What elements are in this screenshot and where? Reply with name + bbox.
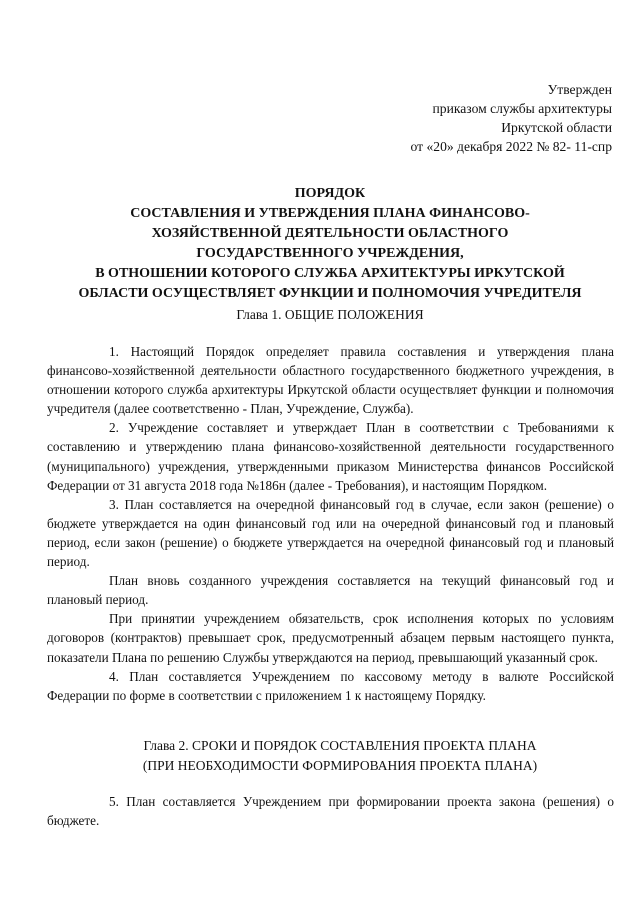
title-line-3: ХОЗЯЙСТВЕННОЙ ДЕЯТЕЛЬНОСТИ ОБЛАСТНОГО [151,226,509,241]
document-title [40,184,620,304]
paragraph: 3. План составляется на очередной финансовый год в случае, если закон (решение) о бюджете утверждается на один финансовый год или на очередной финансовый год и плановый период, если закон (решение) о бюджете утверждается на очередной финансовый год и плановый период. [47,496,614,570]
title-line-2: СОСТАВЛЕНИЯ И УТВЕРЖДЕНИЯ ПЛАНА ФИНАНСОВО- [130,206,530,221]
paragraph: План вновь созданного учреждения составляется на текущий финансовый год и плановый период. [47,573,614,608]
title-line-1: ПОРЯДОК [294,186,366,201]
title-line-4: ГОСУДАРСТВЕННОГО УЧРЕЖДЕНИЯ, [196,246,464,261]
title-line-6: ОБЛАСТИ ОСУЩЕСТВЛЯЕТ ФУНКЦИИ И ПОЛНОМОЧИЯ УЧРЕДИТЕЛЯ [78,286,582,301]
approval-line-2: приказом службы архитектуры [432,101,612,116]
approval-line-1: Утвержден [547,82,612,97]
chapter-2-heading-line-2: (ПРИ НЕОБХОДИМОСТИ ФОРМИРОВАНИЯ ПРОЕКТА ПЛАНА) [142,758,538,773]
approval-line-4: от «20» декабря 2022 № 82- 11-спр [410,139,612,154]
paragraph: 4. План составляется Учреждением по кассовому методу в валюте Российской Федерации по форме в соответствии с приложением 1 к настоящему Порядку. [47,668,614,703]
chapter-1-body [47,342,614,705]
chapter-2-body [47,792,614,830]
paragraph: 5. План составляется Учреждением при формировании проекта закона (решения) о бюджете. [47,794,614,829]
approval-stamp [411,80,612,156]
chapter-2-heading-line-1: Глава 2. СРОКИ И ПОРЯДОК СОСТАВЛЕНИЯ ПРОЕКТА ПЛАНА [143,738,537,753]
paragraph: При принятии учреждением обязательств, срок исполнения которых по условиям договоров (контрактов) превышает срок, предусмотренный абзацем первым настоящего пункта, показатели Плана по решению Службы утверждаются на период, превышающий указанный срок. [47,611,614,665]
title-line-5: В ОТНОШЕНИИ КОТОРОГО СЛУЖБА АРХИТЕКТУРЫ ИРКУТСКОЙ [95,266,565,281]
paragraph: 1. Настоящий Порядок определяет правила составления и утверждения плана финансово-хозяйственной деятельности областного государственного бюджетного учреждения, в отношении которого служба архитектуры Иркутской области осуществляет функции и полномочия учредителя (далее соответственно - План, Учреждение, Служба). [47,344,614,417]
approval-line-3: Иркутской области [501,120,612,135]
paragraph: 2. Учреждение составляет и утверждает План в соответствии с Требованиями к составлению и утверждению плана финансово-хозяйственной деятельности государственного (муниципального) учреждения, утвержденными приказом Министерства финансов Российской Федерации от 31 августа 2018 года №186н (далее - Требования), и настоящим Порядком. [47,420,614,493]
chapter-2-heading [60,736,620,776]
chapter-1-heading: Глава 1. ОБЩИЕ ПОЛОЖЕНИЯ [236,307,424,322]
